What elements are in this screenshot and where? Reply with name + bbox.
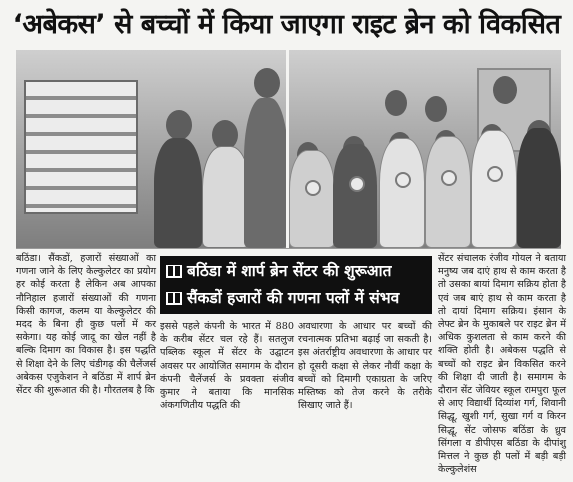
article-text: बठिंडा। सैंकडों, हजारों संख्याओं का गणना जाने के लिए केल्कुलेटर का प्रयोग हर कोई करता है लेकिन अब आपका नौनिहाल हजारों संख्याओं की गणना किसी कागज, कलम या केल्कुलेटर की मदद के बिना ही कुछ पलों में कर सकेगा। यह कोई जादू का खेल नहीं है बल्कि दिमाग का विकास है। इस पद्धति से शिक्षा देने के लिए चंडीगढ़ की चैलेंजर्स अबेकस एजुकेशन ने बठिंडा में शार्प ब्रेन सेंटर की शुरूआत की है। गौरतलब है कि [16, 253, 156, 397]
student-head [254, 68, 280, 98]
abacus-shelf [24, 80, 138, 214]
banner-line-1-text: बठिंडा में शार्प ब्रेन सेंटर की शुरूआत [187, 262, 392, 280]
article-column-4 [438, 252, 566, 476]
book-icon [166, 265, 182, 278]
highlight-banner [160, 256, 432, 314]
adult-head [385, 90, 407, 116]
banner-line-2 [166, 285, 399, 311]
medal-icon [305, 180, 321, 196]
student-figure [425, 136, 471, 248]
medal-icon [349, 176, 365, 192]
article-text: सेंटर संचालक रंजीव गोयल ने बताया मनुष्य जब दाएं हाथ से काम करता है तो उसका बायां दिमाग सक्रिय होता है एवं जब बाएं हाथ से काम करता है तो दायां दिमाग सक्रिय। इंसान के लेफ्ट ब्रेन के मुकाबले पर राइट ब्रेन में अधिक कुशलता से काम करने की शक्ति होती है। अबेकस पद्धति से बच्चों को राइट ब्रेन विकसित करने की शिक्षा दी जाती है। समागम के दौरान सेंट जेवियर स्कूल रामपुरा फूल से आए विद्यार्थी दिव्यांश गर्ग, शिवानी सिद्धू, खुशी गर्ग, सुखा गर्ग व किरन सिद्धू, सेंट जोसफ बठिंडा के ध्रुव सिंगला व डीपीएस बठिंडा के दीपांशु मित्तल ने कुछ ही पलों में बड़ी बड़ी केल्कुलेशंस [438, 253, 566, 476]
student-figure [244, 98, 286, 248]
article-text: इससे पहले कंपनी के भारत में 880 के करीब सेंटर चल रहे हैं। सतलुज पब्लिक स्कूल में सेंटर के उद्घाटन अवसर पर आयोजित समागम के दौरान कंपनी चैलेंजर्स के प्रवक्ता संजीव कुमार ने बताया कि मानसिक अंकगणितीय पद्धति की [160, 321, 294, 412]
medal-icon [441, 170, 457, 186]
student-head [166, 110, 192, 140]
banner-line-1 [166, 258, 391, 284]
medal-icon [395, 172, 411, 188]
article-text: अवधारणा के आधार पर बच्चों की रचनात्मक प्रतिभा बढ़ाई जा सकती है। इस अंतर्राष्ट्रीय अवधारणा के आधार पर हो दूसरी कक्षा से लेकर नौवीं कक्षा के बच्चों को दिमागी एकाग्रता के जरिए मस्तिष्क को तेज करने के तरीके सिखाए जाते हैं। [298, 321, 432, 412]
photo-students-group [289, 50, 561, 248]
banner-line-2-text: सैंकडों हजारों की गणना पलों में संभव [187, 289, 400, 307]
article-column-1 [16, 252, 156, 397]
photo-students-left [16, 50, 286, 248]
headline: ‘अबेकस’ से बच्चों में किया जाएगा राइट ब्रेन को विकसित [12, 9, 561, 40]
student-figure [471, 130, 517, 248]
student-figure [289, 150, 335, 248]
student-figure [517, 128, 561, 248]
student-figure [202, 146, 250, 248]
medal-icon [487, 166, 503, 182]
article-column-2 [160, 320, 294, 412]
book-icon [166, 292, 182, 305]
adult-head [425, 96, 447, 122]
student-figure [379, 138, 425, 248]
student-figure [333, 144, 377, 248]
adult-head [493, 76, 517, 104]
student-figure [154, 138, 202, 248]
article-column-3 [298, 320, 432, 412]
section-divider [16, 248, 561, 249]
